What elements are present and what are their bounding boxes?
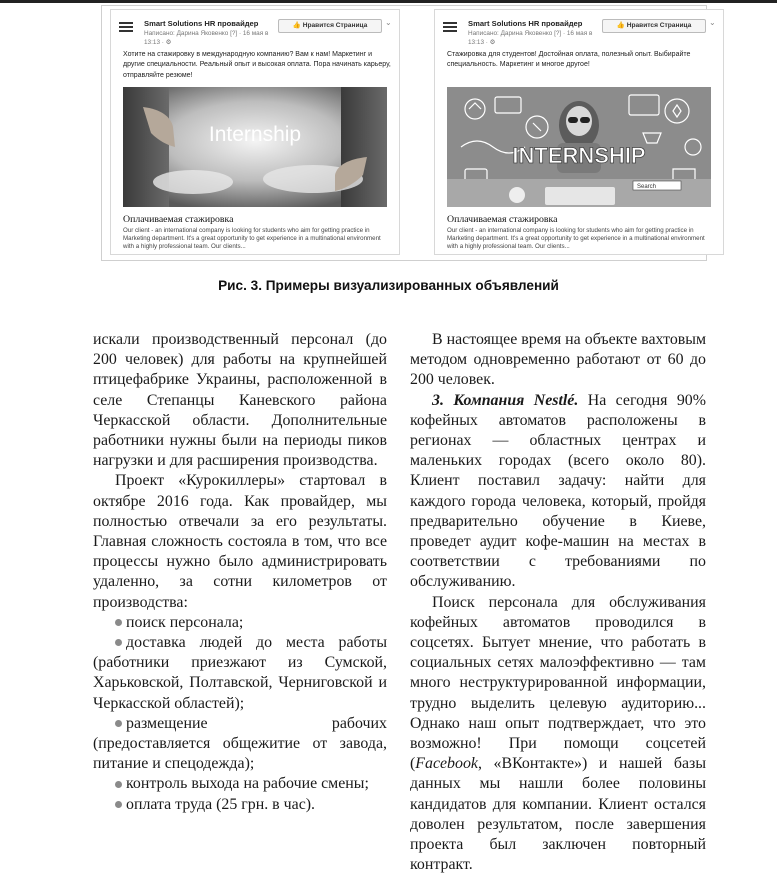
like-page-button[interactable]: 👍 Нравится Страница (602, 19, 706, 33)
facebook-post-1 (110, 9, 400, 255)
list-item: размещение рабочих (предоставляется общежитие от завода, питание и спецодежда); (93, 714, 387, 773)
bullet-icon (115, 639, 122, 646)
paragraph: Проект «Курокиллеры» стартовал в октябре 2016 года. Как провайдер, мы полностью отвечали за его результаты. Главная сложность состояла в том, что все процессы нужно было администрировать удаленно, за сотни километров от производства: (93, 472, 387, 611)
figure-caption: Рис. 3. Примеры визуализированных объявлений (218, 278, 559, 293)
list-item: контроль выхода на рабочие смены; (93, 774, 387, 794)
text-column-left (93, 330, 387, 815)
list-item: доставка людей до места работы (работники приезжают из Сумской, Харьковской, Полтавской, Черниговской и Черкасской областей); (93, 634, 387, 712)
post-link-description: Our client - an international company is looking for students who aim for getting practice in Marketing department. It's a great opportunity to get experience in a multinational environment with a highly professional team. Our clients... (447, 227, 705, 251)
company-logo-icon (119, 20, 133, 34)
list-item: поиск персонала; (93, 613, 387, 633)
paragraph: Поиск персонала для обслуживания кофейных автоматов проводился в соцсетях. Бытует мнение, что работать в социальных сетях малоэффективно — там много неструктурированной информации, трудно выделить целевую аудиторию... Однако наш опыт подтверждает, что это возможно! При помощи соцсетей (Facebook, «ВКонтакте») и нашей базы данных мы нашли более половины кандидатов для компании. Клиент остался доволен результатом, после завершения проекта был заключен повторный контракт. (410, 593, 706, 874)
image-internship-text: INTERNSHIP (512, 143, 646, 168)
paragraph: В настоящее время на объекте вахтовым методом одновременно работают от 60 до 200 человек. (410, 331, 706, 389)
post-time: 13:13 · ⚙ (144, 39, 172, 46)
paragraph: 3. Компания Nestlé. На сегодня 90% кофейных автоматов расположены в регионах — областных центрах и маленьких городах (всего около 80). Клиент поставил задачу: найти для каждого города человека, который, пройдя предварительно обучение в Киеве, проведет аудит кофе-машин на местах в соответствии с требованиями по обслуживанию. (410, 391, 706, 591)
post-time: 13:13 · ⚙ (468, 39, 496, 46)
list-item: оплата труда (25 грн. в час). (93, 795, 387, 815)
chevron-down-icon[interactable]: ⌄ (709, 18, 716, 27)
facebook-post-2 (434, 9, 724, 255)
post-text: Стажировка для студентов! Достойная оплата, полезный опыт. Выбирайте специальность. Маркетинг и многое другое! (447, 51, 691, 69)
post-company-name[interactable]: Smart Solutions HR провайдер (468, 19, 583, 28)
text-column-right (410, 330, 706, 875)
bullet-icon (115, 720, 122, 727)
post-author: Написано: Дарина Яковенко [?] · 16 мая в (144, 30, 269, 37)
company-logo-icon (443, 20, 457, 34)
post-author: Написано: Дарина Яковенко [?] · 16 мая в (468, 30, 593, 37)
facebook-mention: Facebook (415, 755, 478, 773)
case-heading: 3. Компания Nestlé. (432, 391, 579, 409)
post-link-title[interactable]: Оплачиваемая стажировка (447, 214, 558, 225)
image-search-text: Search (637, 184, 657, 190)
image-internship-text: Internship (208, 123, 302, 146)
post-link-title[interactable]: Оплачиваемая стажировка (123, 214, 234, 225)
chevron-down-icon[interactable]: ⌄ (385, 18, 392, 27)
post-link-description: Our client - an international company is looking for students who aim for getting practice in Marketing department. It's a great opportunity to get experience in a multinational environment with a highly professional team. Our clients... (123, 227, 381, 251)
bullet-icon (115, 619, 122, 626)
top-rule (0, 0, 777, 3)
bullet-icon (115, 801, 122, 808)
figure-3 (101, 5, 716, 261)
post-company-name[interactable]: Smart Solutions HR провайдер (144, 19, 259, 28)
bullet-icon (115, 781, 122, 788)
paragraph: искали производственный персонал (до 200 человек) для работы на крупнейшей птицефабрике Украины, расположенной в селе Степанцы Каневского района Черкасской области. Дополнительные работники нужны были на периоды пиков нагрузки и для расширения производства. (93, 331, 387, 470)
post-image-internship-doodles[interactable] (447, 87, 711, 207)
like-page-button[interactable]: 👍 Нравится Страница (278, 19, 382, 33)
post-image-internship-door[interactable] (123, 87, 387, 207)
post-text: Хотите на стажировку в международную компанию? Вам к нам! Маркетинг и другие специальности. Реальный опыт и высокая оплата. Пора начинать карьеру, отправляйте резюме! (123, 51, 391, 79)
